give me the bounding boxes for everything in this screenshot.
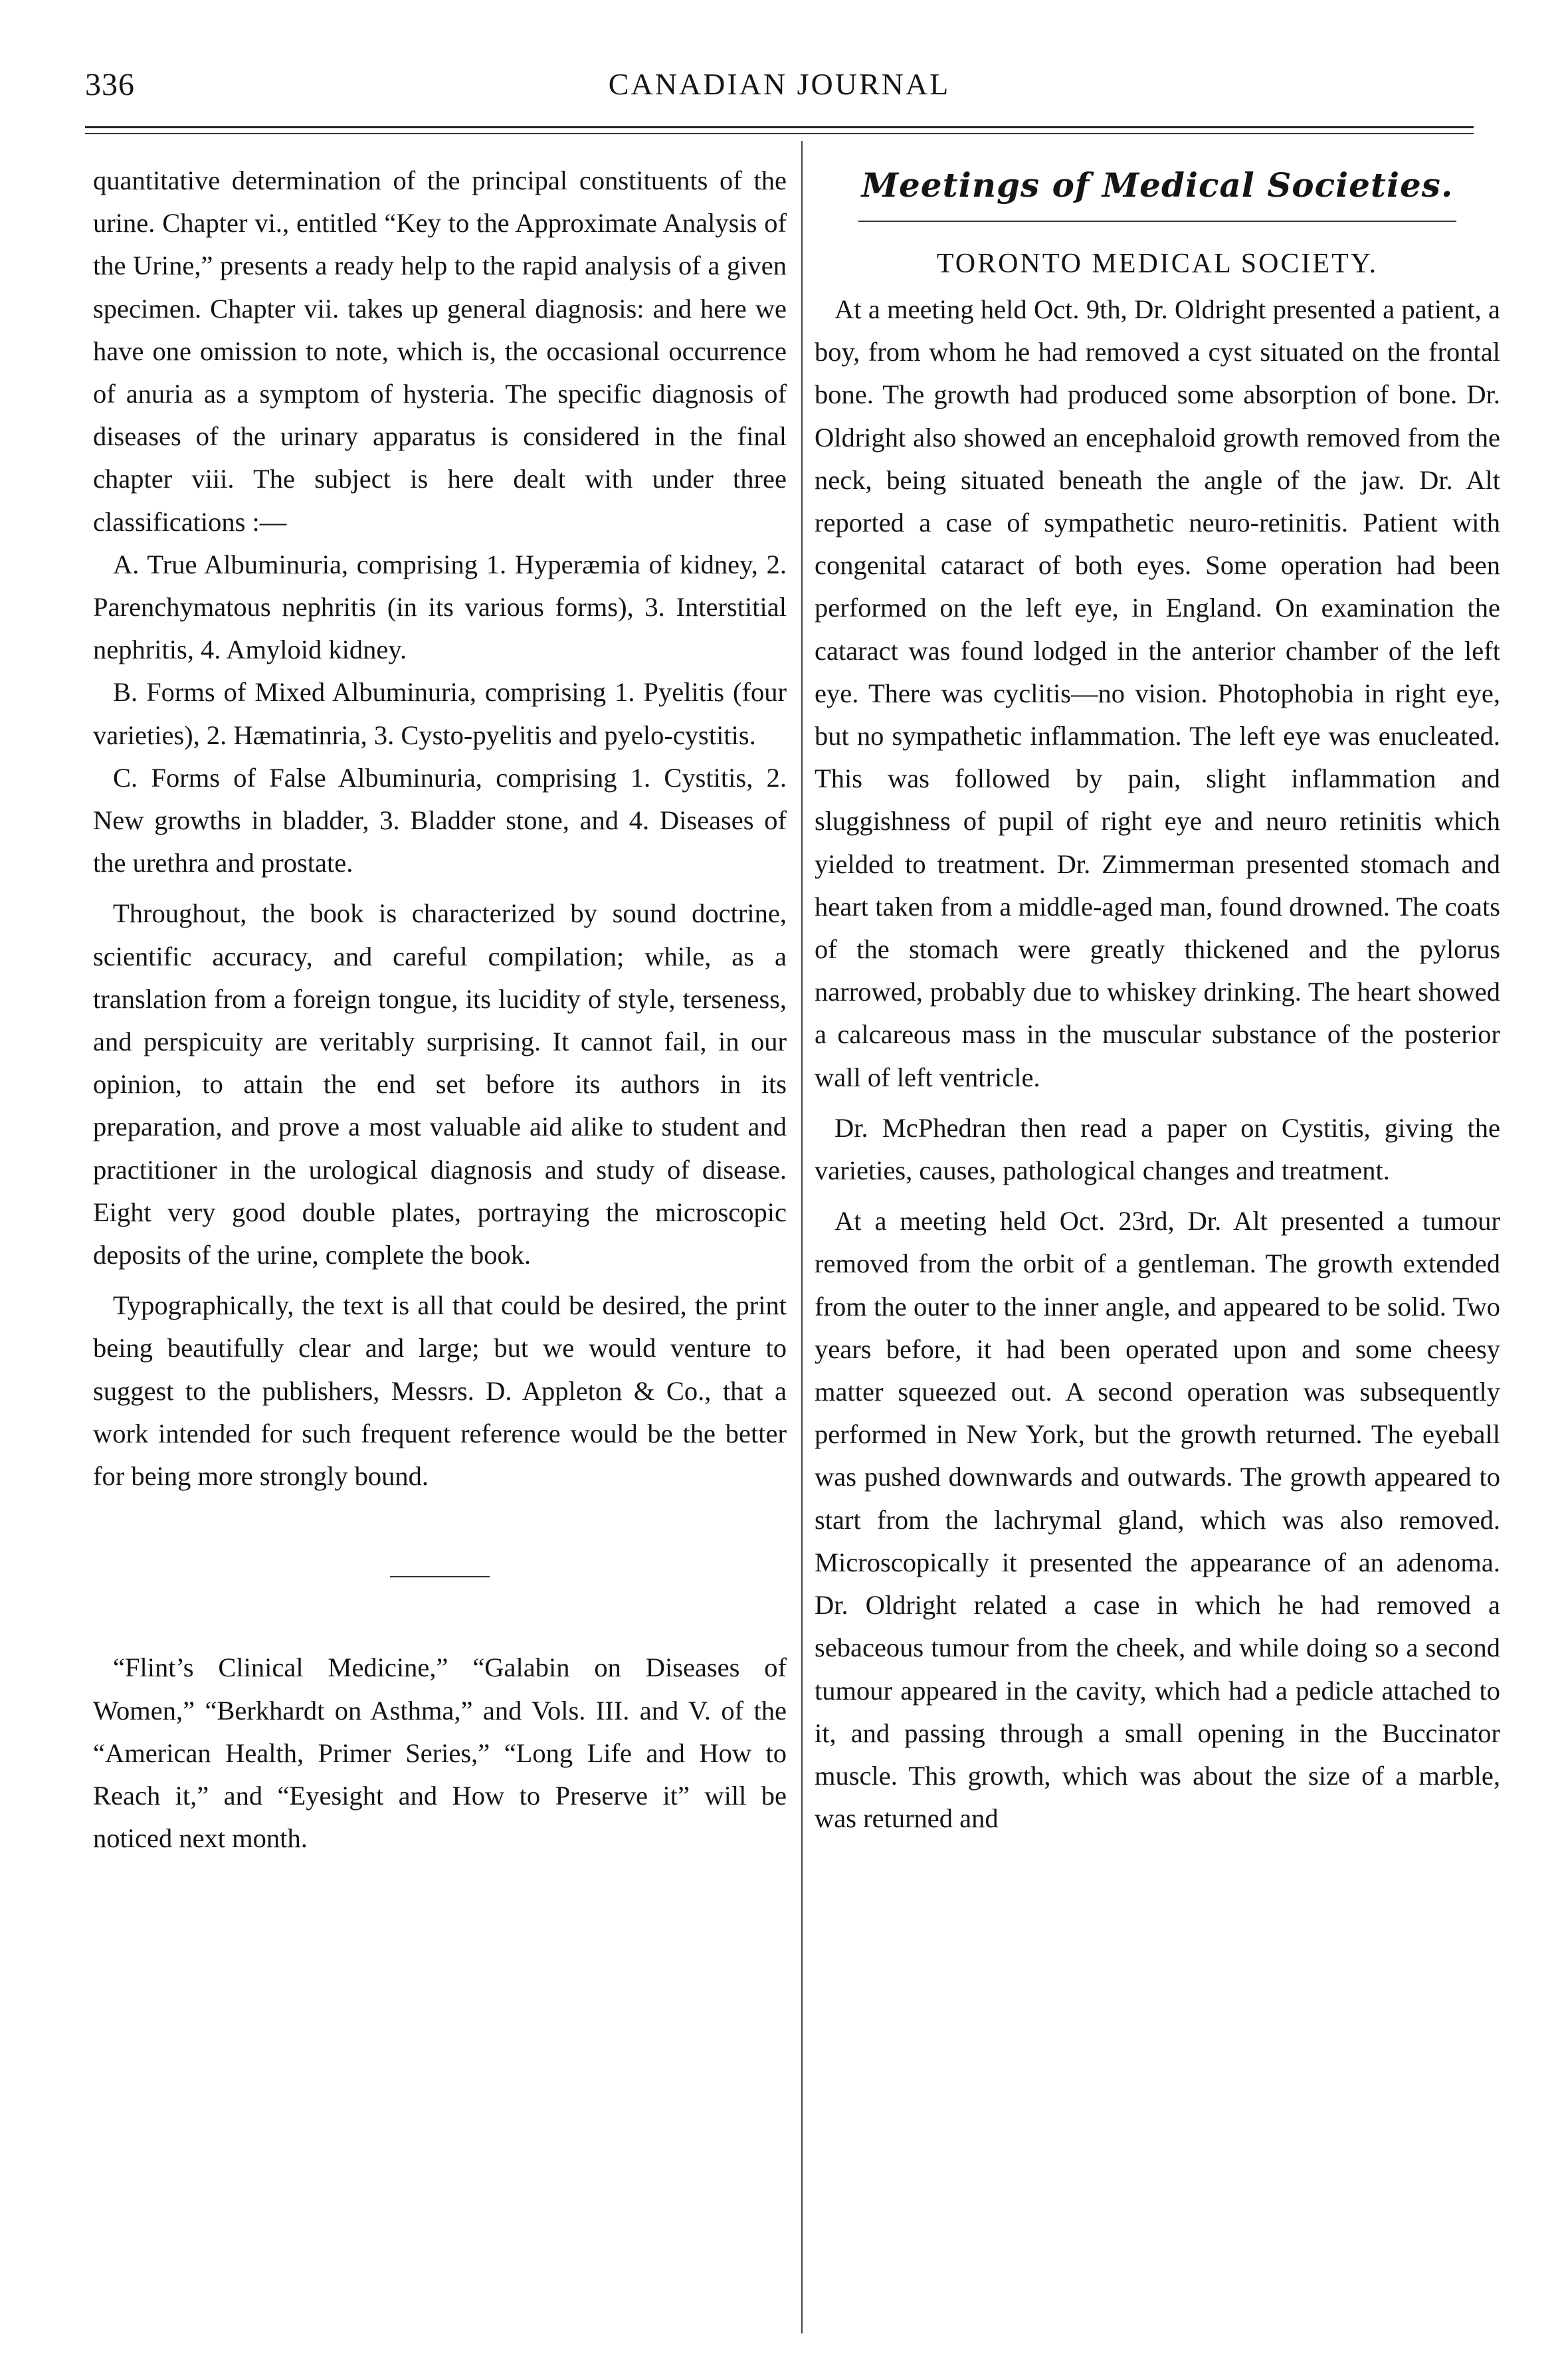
paragraph: Typographically, the text is all that could be desired, the print being beautifully clear and large; but we would venture to suggest to the publishers, Messrs. D. Appleton & Co., that a work intended for such frequent reference would be the better for being more strongly bound. xyxy=(93,1290,787,1492)
running-head xyxy=(85,66,1474,113)
journal-title: CANADIAN JOURNAL xyxy=(608,67,951,101)
paragraph: At a meeting held Oct. 9th, Dr. Oldright presented a patient, a boy, from whom he had removed a cyst situated on the frontal bone. The growth had produced some absorption of bone. Dr. Oldright also showed an encephaloid growth removed from the neck, being situated beneath the angle of the jaw. Dr. Alt reported a case of sympathetic neuro-retinitis. Patient with congenital cataract of both eyes. Some operation had been performed on the left eye, in England. On examination the cataract was found lodged in the anterior chamber of the left eye. There was cyclitis—no vision. Photophobia in right eye, but no sympathetic inflammation. The left eye was enucleated. This was followed by pain, slight inflammation and sluggishness of pupil of right eye and neuro retinitis which yielded to treatment. Dr. Zimmerman presented stomach and heart taken from a middle-aged man, found drowned. The coats of the stomach were greatly thickened and the pylorus narrowed, probably due to whiskey drinking. The heart showed a calcareous mass in the muscular substance of the posterior wall of left ventricle. xyxy=(815,294,1500,1092)
column-divider xyxy=(801,141,803,2333)
paragraph: A. True Albuminuria, comprising 1. Hyperæmia of kidney, 2. Parenchymatous nephritis (in its various forms), 3. Interstitial nephritis, 4. Amyloid kidney. xyxy=(93,549,787,665)
header-rule xyxy=(85,126,1474,128)
society-heading: TORONTO MEDICAL SOCIETY. xyxy=(936,248,1379,279)
paragraph: C. Forms of False Albuminuria, comprising 1. Cystitis, 2. New growths in bladder, 3. Bladder stone, and 4. Diseases of the urethra and prostate. xyxy=(93,762,787,878)
paragraph: B. Forms of Mixed Albuminuria, comprising 1. Pyelitis (four varieties), 2. Hæmatinria, 3. Cysto-pyelitis and pyelo-cystitis. xyxy=(93,677,787,750)
header-rule-inner xyxy=(85,133,1474,134)
section-separator xyxy=(390,1576,490,1577)
paragraph: quantitative determination of the principal constituents of the urine. Chapter vi., entitled “Key to the Approximate Analysis of the Urine,” presents a ready help to the rapid analysis of a given specimen. Chapter vii. takes up general diagnosis: and here we have one omission to note, which is, the occasional occurrence of anuria as a symptom of hysteria. The specific diagnosis of diseases of the urinary apparatus is considered in the final chapter viii. The subject is here dealt with under three classifications :— xyxy=(93,165,787,537)
title-rule xyxy=(858,221,1456,222)
paragraph: At a meeting held Oct. 23rd, Dr. Alt presented a tumour removed from the orbit of a gentleman. The growth extended from the outer to the inner angle, and appeared to be solid. Two years before, it had been operated upon and some cheesy matter squeezed out. A second operation was subsequently performed in New York, but the growth returned. The eyeball was pushed downwards and outwards. The growth appeared to start from the lachrymal gland, which was also removed. Microscopically it presented the appearance of an adenoma. Dr. Oldright related a case in which he had removed a sebaceous tumour from the cheek, and while doing so a second tumour appeared in the cavity, which had a pedicle attached to it, and passing through a small opening in the Buccinator muscle. This growth, which was about the size of a marble, was returned and xyxy=(815,1206,1500,1834)
paragraph: Dr. McPhedran then read a paper on Cystitis, giving the varieties, causes, pathological changes and treatment. xyxy=(815,1112,1500,1186)
left-column xyxy=(93,159,787,1860)
notice-paragraph: “Flint’s Clinical Medicine,” “Galabin on Diseases of Women,” “Berkhardt on Asthma,” and Vols. III. and V. of the “American Health, Primer Series,” “Long Life and How to Reach it,” and “Eyesight and How to Preserve it” will be noticed next month. xyxy=(93,1652,787,1854)
section-title: Meetings of Medical Societies. xyxy=(861,165,1454,205)
page-number: 336 xyxy=(85,67,135,102)
right-column xyxy=(815,159,1500,1840)
paragraph: Throughout, the book is characterized by sound doctrine, scientific accuracy, and careful compilation; while, as a translation from a foreign tongue, its lucidity of style, terseness, and perspicuity are veritably surprising. It cannot fail, in our opinion, to attain the end set before its authors in its preparation, and prove a most valuable aid alike to student and practitioner in the urological diagnosis and study of disease. Eight very good double plates, portraying the microscopic deposits of the urine, complete the book. xyxy=(93,898,787,1270)
